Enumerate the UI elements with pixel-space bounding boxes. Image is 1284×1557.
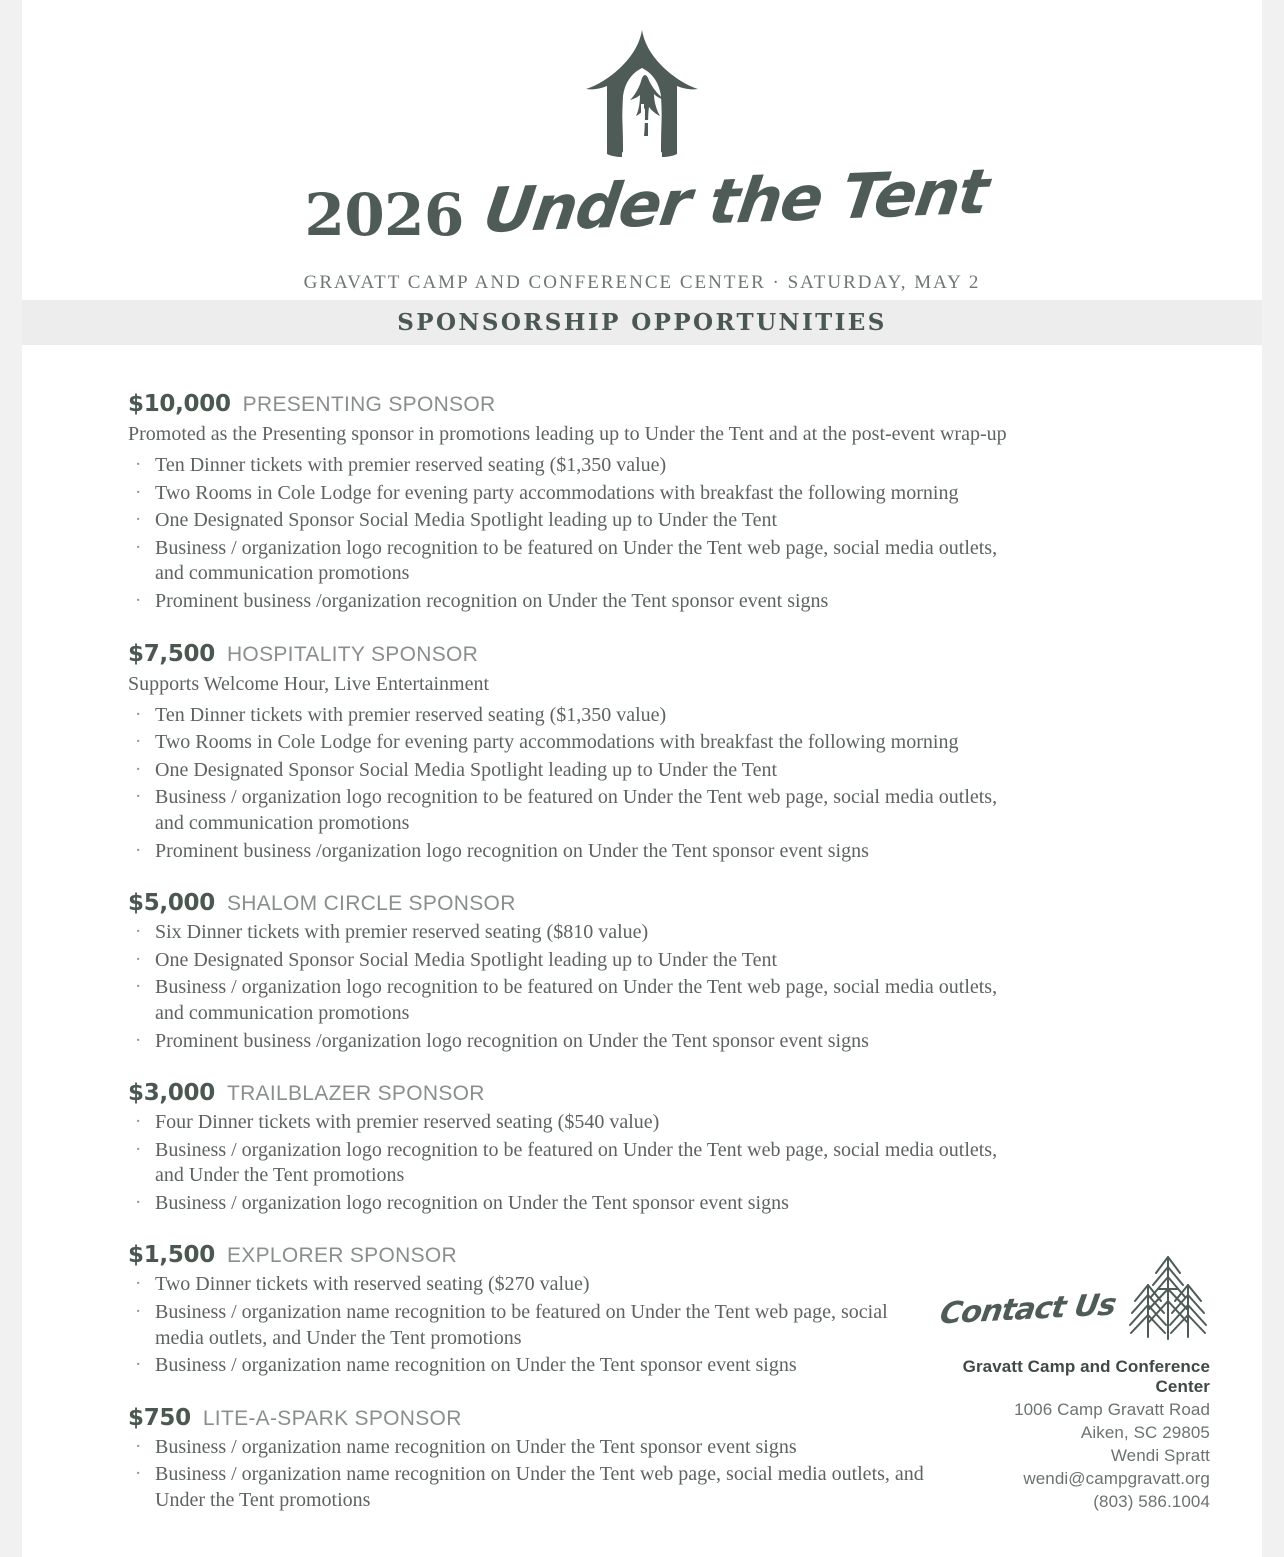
benefit-item [128, 785, 1028, 836]
benefit-text: Business / organization logo recognition to be featured on Under the Tent web page, social media outlets, and communication promotions [155, 786, 998, 834]
benefit-text: Business / organization name recognition on Under the Tent web page, social media outlets, and Under the Tent promotions [155, 1463, 924, 1512]
benefit-text: Six Dinner tickets with premier reserved seating ($810 value) [155, 921, 649, 944]
benefit-item [128, 948, 1028, 974]
benefit-text: Prominent business /organization recognition on Under the Tent sponsor event signs [155, 589, 829, 612]
benefit-text: Business / organization logo recognition to be featured on Under the Tent web page, social media outlets, and communication promotions [155, 536, 998, 585]
sponsor-tier [128, 1242, 1028, 1378]
tier-price: $3,000 [128, 1080, 215, 1107]
benefit-text: Four Dinner tickets with premier reserved seating ($540 value) [155, 1111, 660, 1134]
benefit-text: Business / organization name recognition on Under the Tent sponsor event signs [155, 1435, 797, 1458]
benefit-text: Two Rooms in Cole Lodge for evening party accommodations with breakfast the following morning [155, 731, 959, 754]
tier-price: $7,500 [128, 640, 215, 667]
tier-benefit-list [128, 1110, 1028, 1216]
bullet-icon: · [135, 1138, 142, 1160]
benefit-item [128, 536, 1028, 587]
bullet-icon: · [135, 786, 142, 808]
bullet-icon: · [135, 758, 142, 780]
tier-heading [128, 1242, 1028, 1268]
bullet-icon: · [135, 1111, 142, 1133]
tier-name: EXPLORER SPONSOR [226, 1244, 457, 1268]
section-band [22, 300, 1262, 345]
benefit-text: Business / organization name recognition to be featured on Under the Tent web page, social media outlets, and Under the Tent promotions [155, 1301, 888, 1349]
benefit-text: Business / organization logo recognition on Under the Tent sponsor event signs [155, 1191, 789, 1214]
bullet-icon: · [135, 509, 142, 531]
benefit-item [128, 839, 1028, 865]
sponsor-tier [128, 391, 1028, 615]
bullet-icon: · [135, 731, 142, 753]
tier-name: TRAILBLAZER SPONSOR [226, 1082, 485, 1106]
bullet-icon: · [135, 1191, 142, 1213]
benefit-item [128, 920, 1028, 946]
benefit-item [128, 1191, 1028, 1217]
bullet-icon: · [135, 481, 142, 503]
contact-heading-row [910, 1245, 1210, 1345]
benefit-item [128, 453, 1028, 479]
bullet-icon: · [135, 921, 142, 943]
bullet-icon: · [135, 839, 142, 861]
tier-benefit-list [128, 1272, 1028, 1378]
benefit-text: Business / organization name recognition on Under the Tent sponsor event signs [155, 1354, 797, 1377]
contact-address: 1006 Camp Gravatt Road [1014, 1400, 1210, 1419]
tier-price: $10,000 [128, 391, 231, 417]
benefit-text: Two Rooms in Cole Lodge for evening party accommodations with breakfast the following morning [155, 481, 959, 504]
tier-name: PRESENTING SPONSOR [242, 393, 496, 416]
benefit-item [128, 730, 1028, 756]
benefit-text: Ten Dinner tickets with premier reserved seating ($1,350 value) [155, 454, 667, 476]
benefit-item [128, 758, 1028, 784]
benefit-text: Prominent business /organization logo recognition on Under the Tent sponsor event signs [155, 1029, 869, 1052]
section-band-title: SPONSORSHIP OPPORTUNITIES [397, 309, 887, 336]
benefit-text: One Designated Sponsor Social Media Spotlight leading up to Under the Tent [155, 509, 778, 532]
tier-heading [128, 641, 1028, 667]
event-subtitle: GRAVATT CAMP AND CONFERENCE CENTER · SATURDAY, MAY 2 [303, 272, 981, 293]
tier-price: $5,000 [128, 890, 215, 917]
benefit-item [128, 703, 1028, 729]
bullet-icon: · [135, 1273, 142, 1295]
benefit-text: Business / organization logo recognition to be featured on Under the Tent web page, social media outlets, and Under the Tent promotions [155, 1138, 998, 1187]
bullet-icon: · [135, 948, 142, 970]
benefit-text: One Designated Sponsor Social Media Spotlight leading up to Under the Tent [155, 948, 778, 971]
tier-heading [128, 1405, 1028, 1431]
tier-benefit-list [128, 703, 1028, 865]
benefit-item [128, 1435, 1028, 1461]
benefit-item [128, 1300, 895, 1351]
event-script-title: Under the Tent [479, 154, 992, 247]
benefit-item [128, 1272, 1028, 1298]
tent-logo-icon [578, 26, 706, 166]
benefit-item [128, 589, 1028, 615]
sponsor-tier [128, 641, 1028, 865]
benefit-item [128, 1029, 1028, 1055]
tier-name: SHALOM CIRCLE SPONSOR [226, 892, 516, 916]
benefit-text: Business / organization logo recognition to be featured on Under the Tent web page, social media outlets, and communication promotions [155, 976, 998, 1024]
benefit-item [128, 481, 1028, 507]
sponsor-tier [128, 1080, 1028, 1216]
tier-heading [128, 391, 1028, 417]
event-title [22, 154, 1262, 249]
tier-name: LITE-A-SPARK SPONSOR [202, 1406, 462, 1430]
bullet-icon: · [135, 454, 142, 475]
bullet-icon: · [135, 1463, 142, 1485]
benefit-item [128, 1462, 930, 1513]
benefit-text: Two Dinner tickets with reserved seating ($270 value) [155, 1273, 590, 1296]
sponsor-tier [128, 1405, 1028, 1514]
contact-person: Wendi Spratt [1110, 1446, 1210, 1465]
tier-price: $750 [128, 1404, 191, 1431]
tier-heading [128, 1080, 1028, 1106]
contact-block [910, 1245, 1210, 1512]
bullet-icon: · [135, 703, 142, 725]
pine-trees-icon [1124, 1249, 1210, 1345]
event-year: 2026 [304, 181, 464, 249]
bullet-icon: · [135, 1354, 142, 1376]
contact-city-state-zip: Aiken, SC 29805 [1080, 1423, 1210, 1442]
benefit-item [128, 1138, 1028, 1189]
benefit-text: One Designated Sponsor Social Media Spotlight leading up to Under the Tent [155, 758, 778, 781]
benefit-item [128, 1353, 1028, 1379]
sponsor-tier [128, 890, 1028, 1054]
contact-us-script: Contact Us [937, 1287, 1118, 1332]
tier-note: Promoted as the Presenting sponsor in promotions leading up to Under the Tent and at the post-event wrap-up [128, 423, 1007, 445]
tier-price: $1,500 [128, 1242, 215, 1269]
benefit-item [128, 508, 1028, 534]
bullet-icon: · [135, 976, 142, 998]
bullet-icon: · [135, 589, 142, 611]
tier-note: Supports Welcome Hour, Live Entertainment [128, 672, 490, 695]
benefit-item [128, 1110, 1028, 1136]
tier-heading [128, 890, 1028, 916]
sponsorship-tier-list [22, 345, 1028, 1514]
tier-benefit-list [128, 453, 1028, 615]
tier-benefit-list [128, 920, 1028, 1054]
bullet-icon: · [135, 1435, 142, 1457]
tier-benefit-list [128, 1435, 1028, 1514]
masthead [22, 0, 1262, 294]
bullet-icon: · [135, 1029, 142, 1051]
contact-organization: Gravatt Camp and Conference Center [962, 1357, 1210, 1396]
contact-email[interactable]: wendi@campgravatt.org [1023, 1469, 1210, 1488]
contact-phone[interactable]: (803) 586.1004 [1093, 1492, 1210, 1511]
bullet-icon: · [135, 1301, 142, 1323]
benefit-item [128, 975, 1028, 1026]
bullet-icon: · [135, 536, 142, 558]
benefit-text: Ten Dinner tickets with premier reserved seating ($1,350 value) [155, 703, 667, 726]
benefit-text: Prominent business /organization logo recognition on Under the Tent sponsor event signs [155, 839, 869, 862]
tier-name: HOSPITALITY SPONSOR [226, 642, 479, 666]
flyer-page [22, 0, 1262, 1557]
